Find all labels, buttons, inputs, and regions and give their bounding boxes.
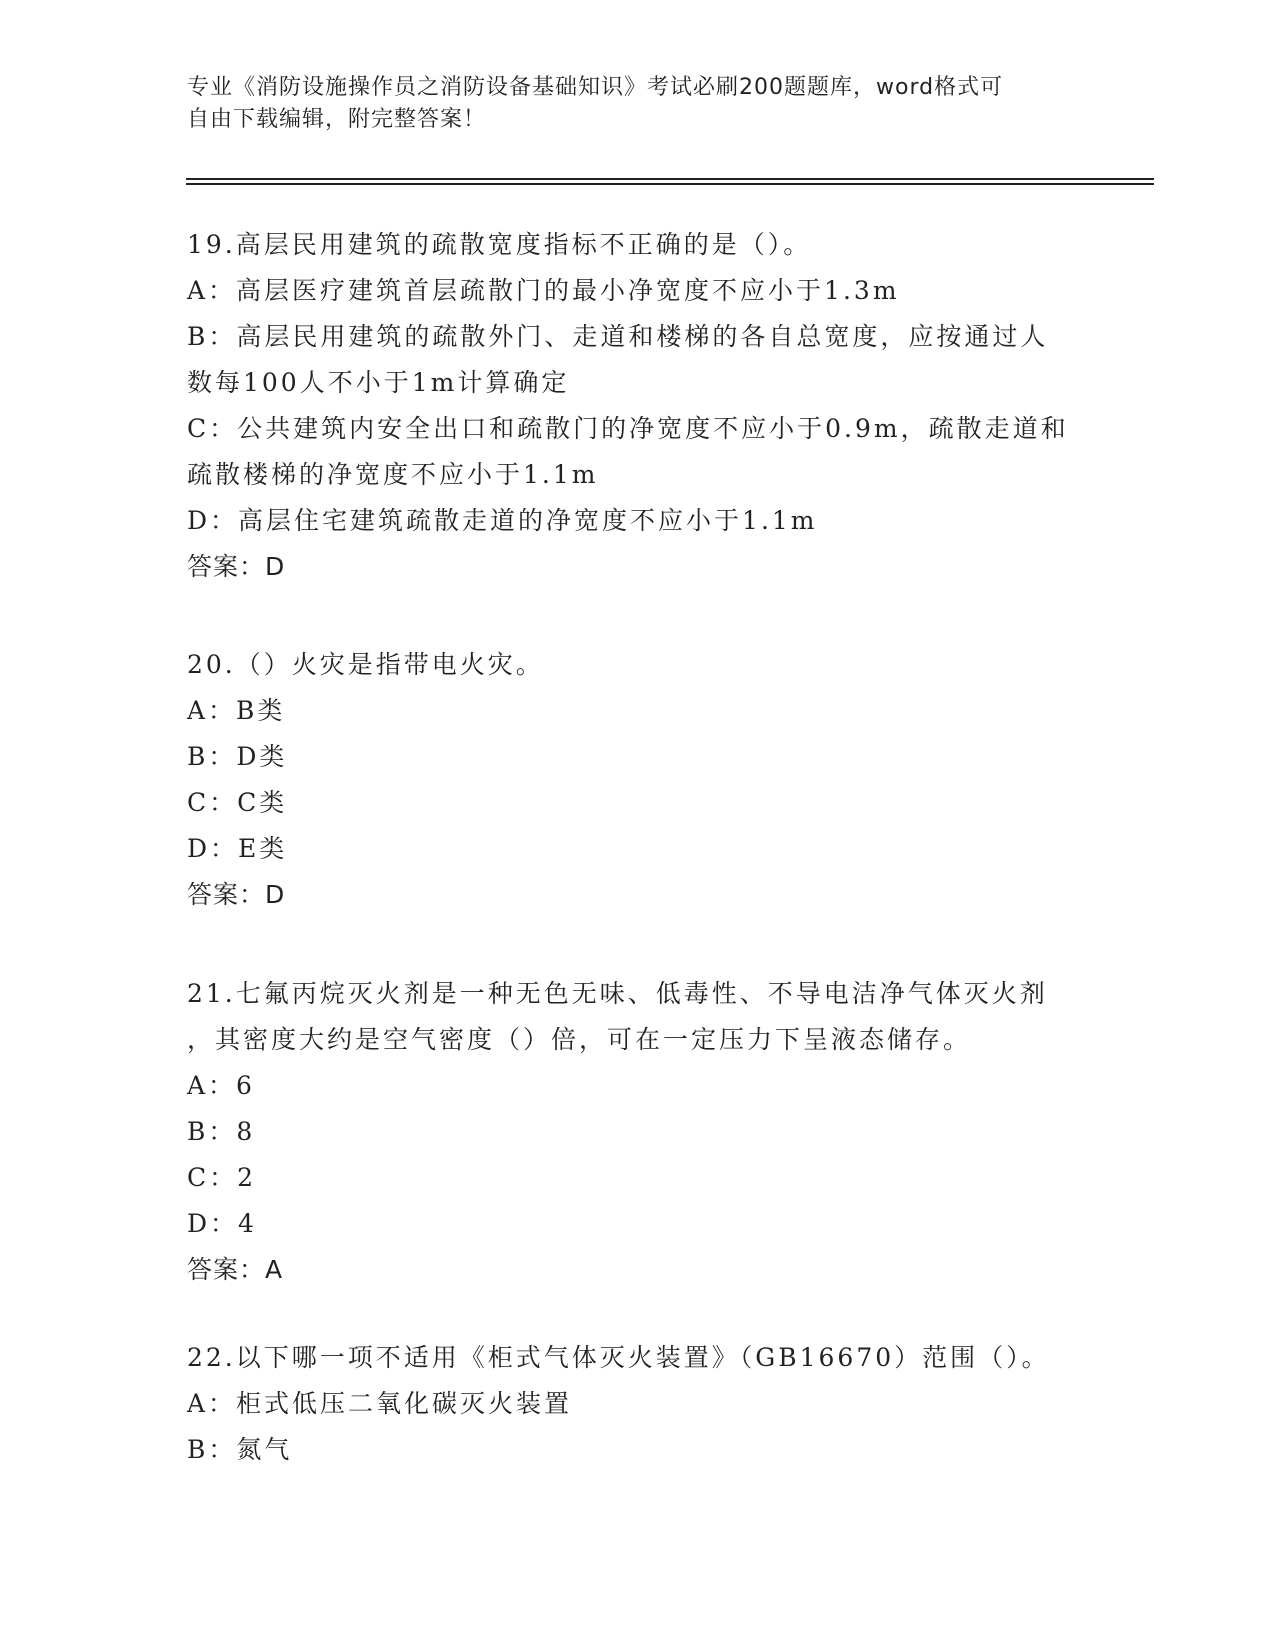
question-stem-continued: ，其密度大约是空气密度（）倍，可在一定压力下呈液态储存。	[187, 1025, 972, 1054]
header-line-2: 自由下载编辑，附完整答案！	[187, 107, 487, 132]
option-c: C：公共建筑内安全出口和疏散门的净宽度不应小于0.9m，疏散走道和	[187, 414, 1069, 443]
option-c: C：2	[187, 1163, 257, 1192]
option-b: B：高层民用建筑的疏散外门、走道和楼梯的各自总宽度，应按通过人	[187, 322, 1049, 351]
option-a: A：高层医疗建筑首层疏散门的最小净宽度不应小于1.3m	[187, 276, 900, 305]
header-line-1: 专业《消防设施操作员之消防设备基础知识》考试必刷200题题库，word格式可	[187, 75, 1004, 100]
question-stem: 22.以下哪一项不适用《柜式气体灭火装置》（GB16670）范围（）。	[187, 1343, 1050, 1372]
answer: 答案：D	[187, 552, 286, 581]
question-stem: 19.高层民用建筑的疏散宽度指标不正确的是（）。	[187, 230, 812, 259]
answer: 答案：D	[187, 880, 286, 909]
question-stem: 20.（）火灾是指带电火灾。	[187, 650, 544, 679]
header-divider-top	[186, 178, 1154, 180]
question-22	[187, 1335, 1087, 1473]
option-c: C：C类	[187, 788, 288, 817]
header-divider-bottom	[186, 183, 1154, 185]
option-b-continued: 数每100人不小于1m计算确定	[187, 368, 570, 397]
question-21	[187, 971, 1087, 1293]
option-d: D：4	[187, 1209, 257, 1238]
option-d: D：高层住宅建筑疏散走道的净宽度不应小于1.1m	[187, 506, 818, 535]
question-stem: 21.七氟丙烷灭火剂是一种无色无味、低毒性、不导电洁净气体灭火剂	[187, 979, 1048, 1008]
question-20	[187, 642, 1087, 918]
option-d: D：E类	[187, 834, 288, 863]
document-header	[187, 72, 1067, 136]
option-b: B：D类	[187, 742, 288, 771]
option-a: A：柜式低压二氧化碳灭火装置	[187, 1389, 573, 1418]
option-a: A：B类	[187, 696, 286, 725]
option-a: A：6	[187, 1071, 255, 1100]
option-b: B：8	[187, 1117, 256, 1146]
option-c-continued: 疏散楼梯的净宽度不应小于1.1m	[187, 460, 599, 489]
question-19	[187, 222, 1087, 590]
answer: 答案：A	[187, 1255, 284, 1284]
option-b: B：氮气	[187, 1435, 293, 1464]
